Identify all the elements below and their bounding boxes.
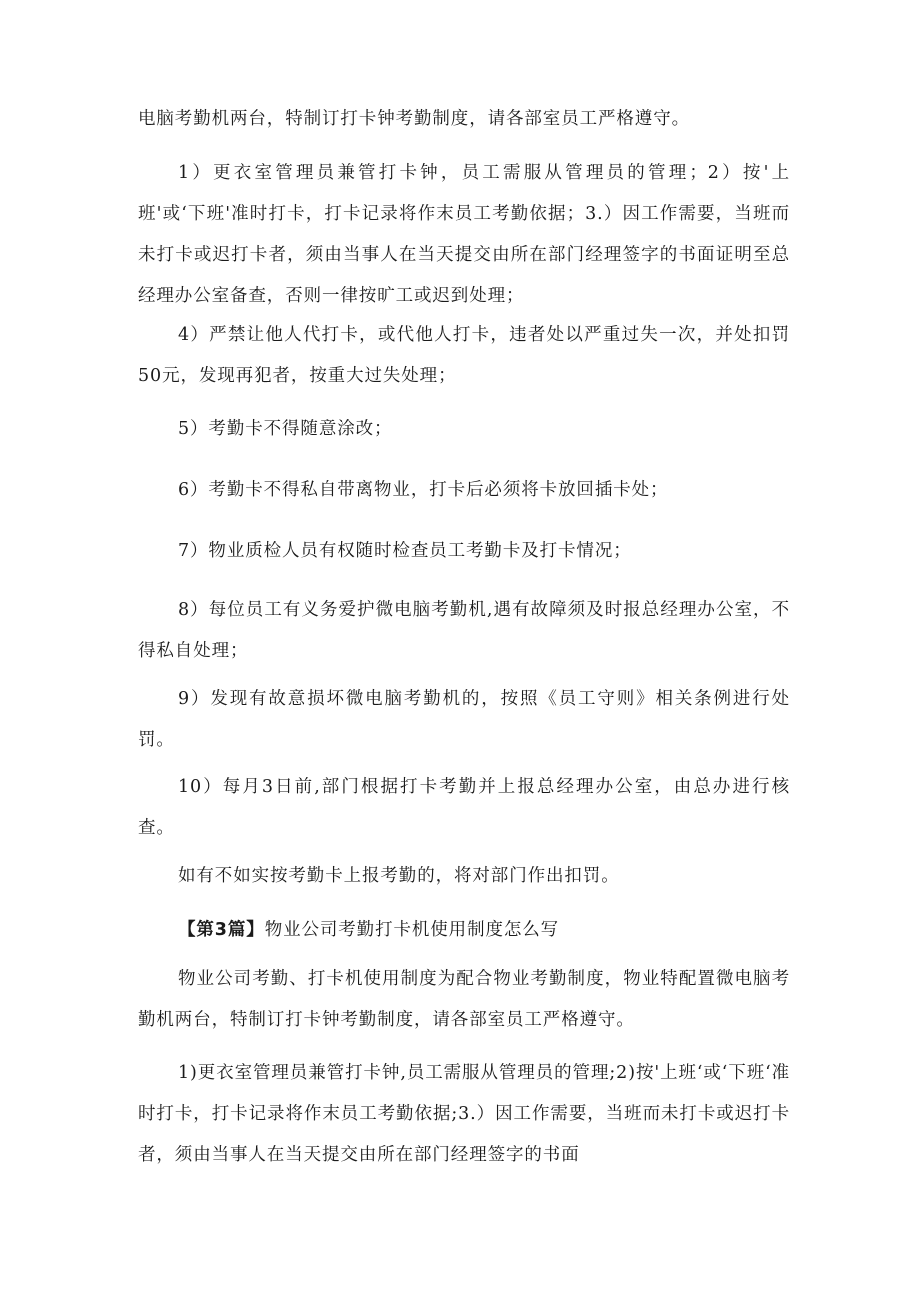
paragraph-rule-9: 9）发现有故意损坏微电脑考勤机的，按照《员工守则》相关条例进行处罚。 <box>138 689 790 750</box>
section-heading <box>178 910 559 951</box>
section-heading-title: 物业公司考勤打卡机使用制度怎么写 <box>264 920 560 940</box>
paragraph-rule-6: 6）考勤卡不得私自带离物业，打卡后必须将卡放回插卡处； <box>178 480 669 500</box>
paragraph-section-intro: 物业公司考勤、打卡机使用制度为配合物业考勤制度，物业特配置微电脑考勤机两台，特制订打卡钟考勤制度，请各部室员工严格遵守。 <box>138 969 790 1030</box>
paragraph-rule-1-3: 1）更衣室管理员兼管打卡钟，员工需服从管理员的管理；2）按'上班'或‘下班'准时打卡，打卡记录将作末员工考勤依据；3.）因工作需要，当班而未打卡或迟打卡者，须由当事人在当天提交由所在部门经理签字的书面证明至总经理办公室备查，否则一律按旷工或迟到处理； <box>138 163 790 306</box>
paragraph-rule-5: 5）考勤卡不得随意涂改； <box>178 419 393 439</box>
section-heading-tag: 【第3篇】 <box>178 920 265 940</box>
paragraph-rule-8: 8）每位员工有义务爱护微电脑考勤机,遇有故障须及时报总经理办公室，不得私自处理； <box>138 600 790 661</box>
paragraph-intro-continuation: 电脑考勤机两台，特制订打卡钟考勤制度，请各部室员工严格遵守。 <box>138 109 690 129</box>
paragraph-section-rules: 1)更衣室管理员兼管打卡钟,员工需服从管理员的管理;2)按'上班‘或‘下班‘准时打卡，打卡记录将作末员工考勤依据;3.）因工作需要，当班而未打卡或迟打卡者，须由当事人在当天提交由所在部门经理签字的书面 <box>138 1063 790 1165</box>
paragraph-rule-4: 4）严禁让他人代打卡，或代他人打卡，违者处以严重过失一次，并处扣罚50元，发现再犯者，按重大过失处理； <box>138 325 790 386</box>
paragraph-rule-7: 7）物业质检人员有权随时检查员工考勤卡及打卡情况； <box>178 541 632 561</box>
paragraph-rule-10: 10）每月3日前,部门根据打卡考勤并上报总经理办公室，由总办进行核查。 <box>138 777 790 838</box>
paragraph-closing-note: 如有不如实按考勤卡上报考勤的，将对部门作出扣罚。 <box>178 866 620 886</box>
